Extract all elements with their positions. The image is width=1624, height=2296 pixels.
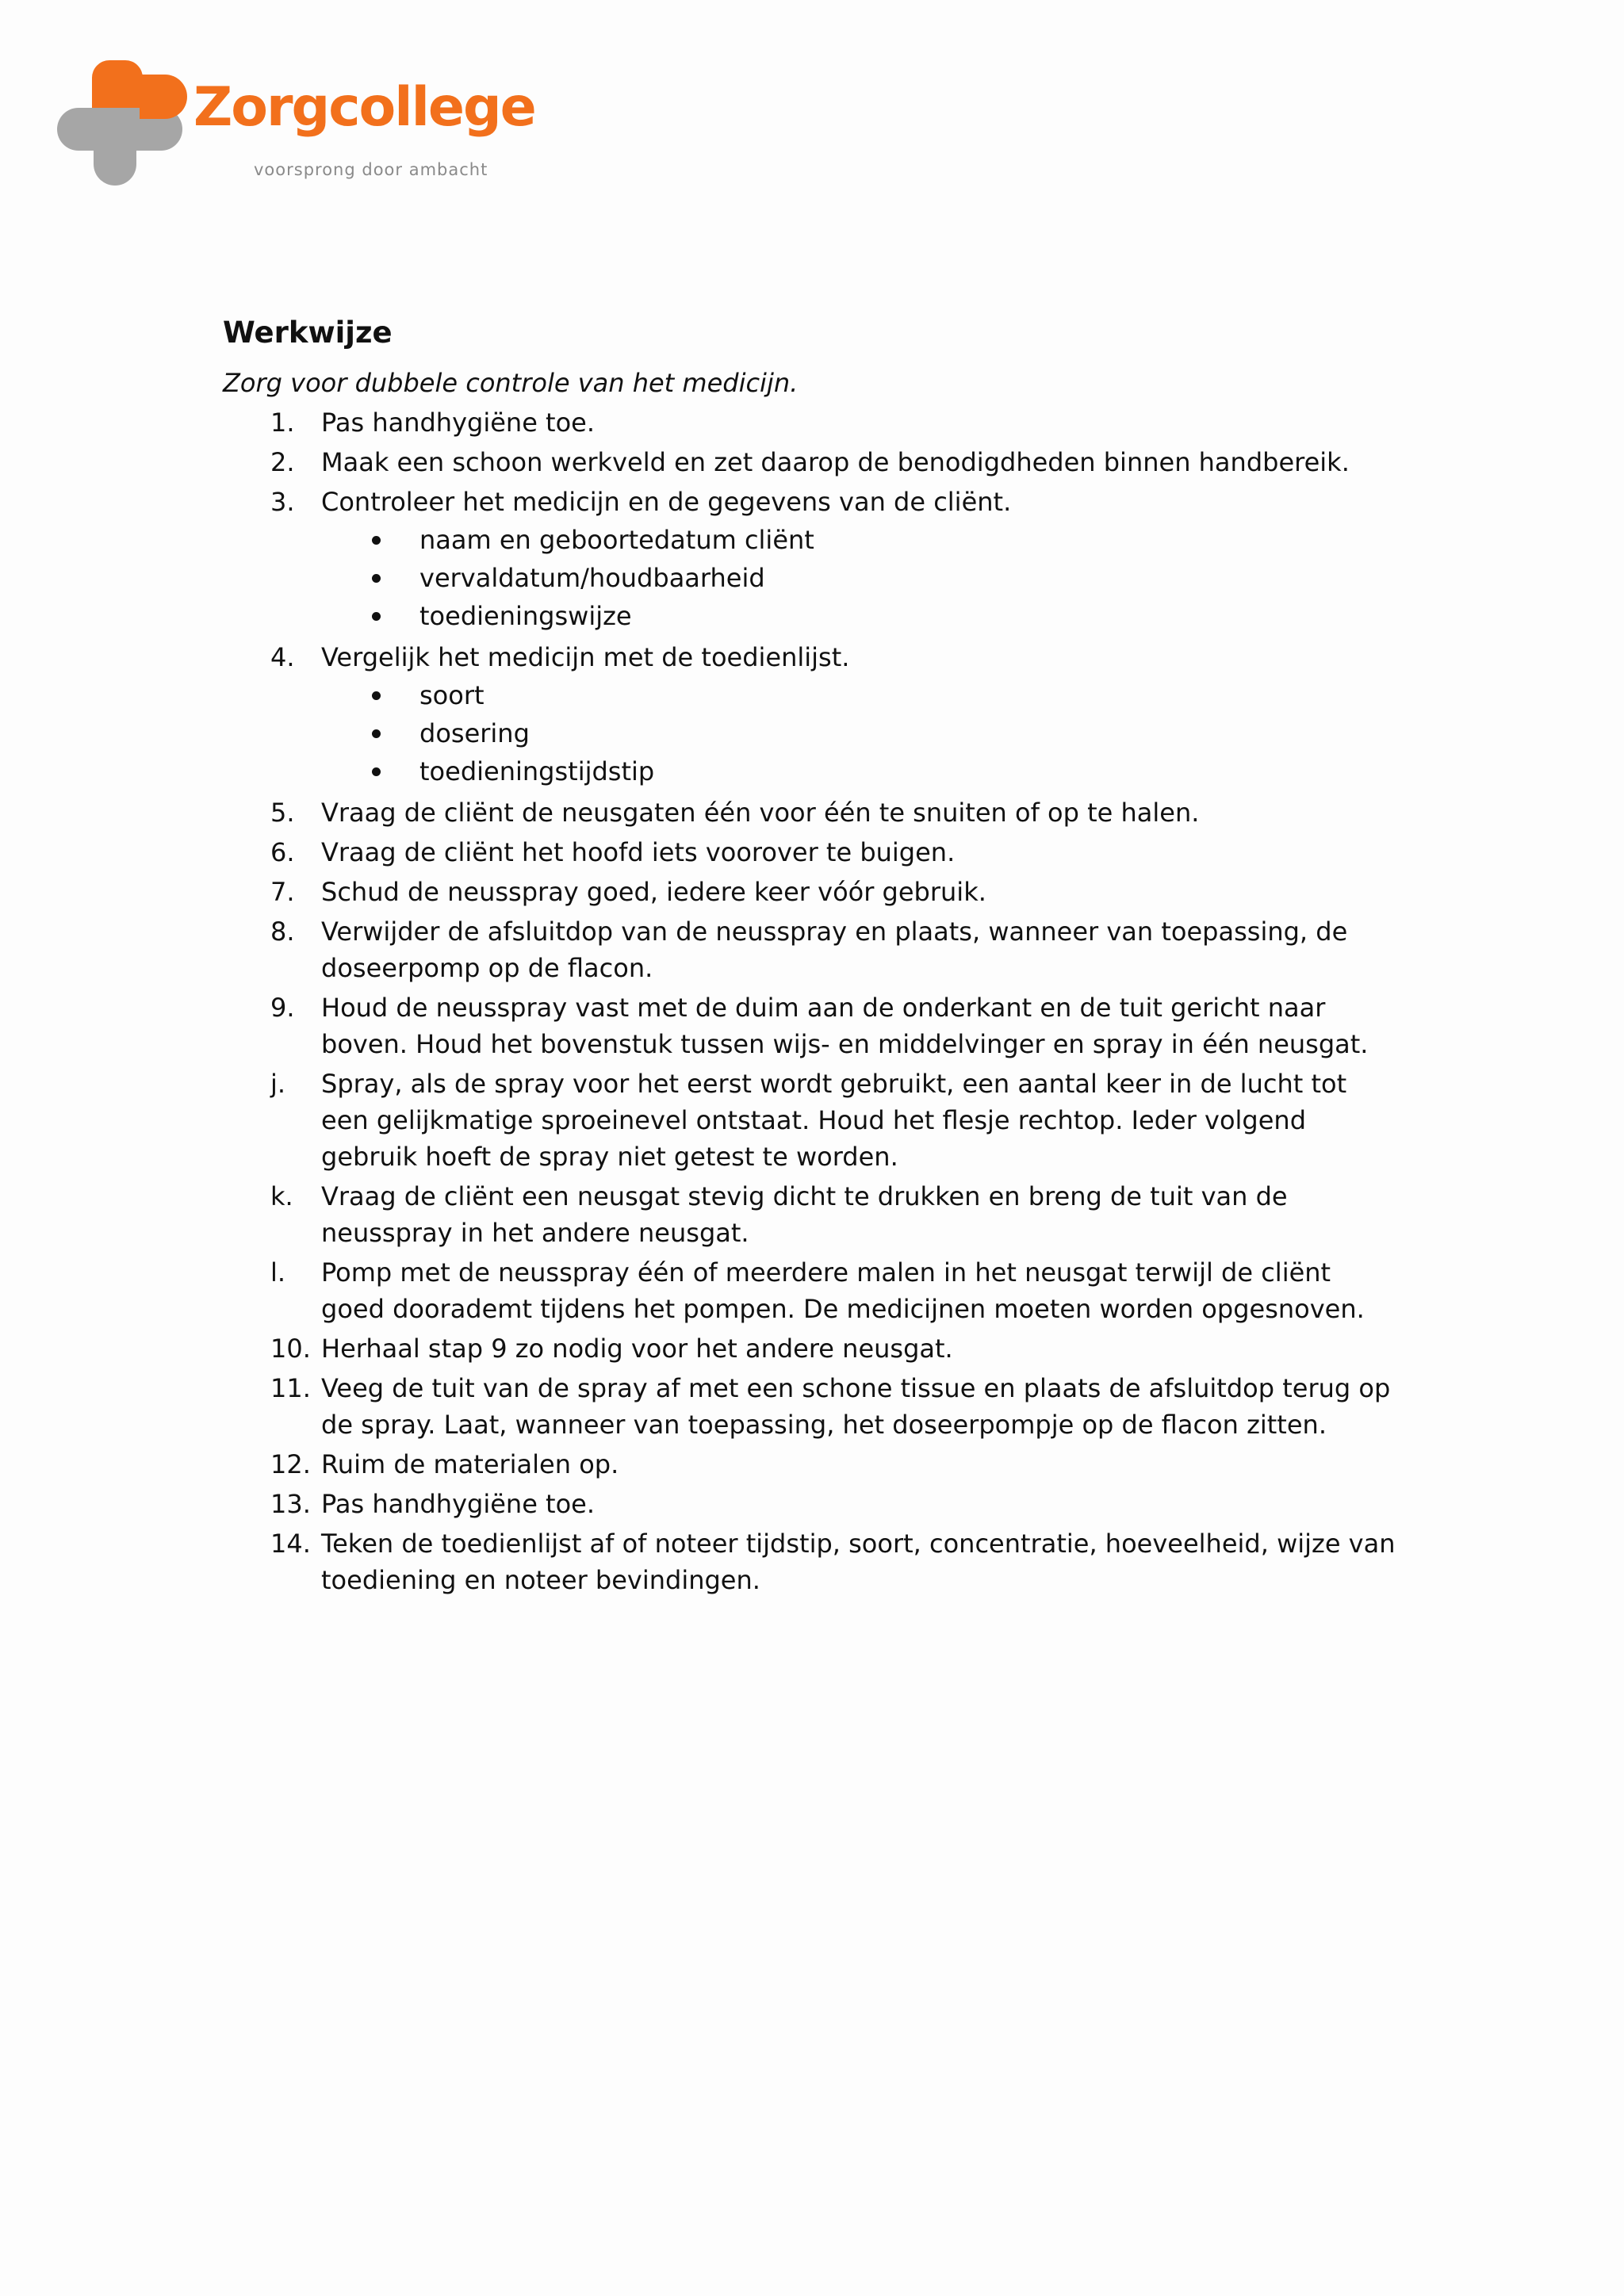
step-number: 9. bbox=[270, 993, 295, 1023]
step-text: Controleer het medicijn en de gegevens van de cliënt. bbox=[321, 487, 1012, 517]
sub-item-text: soort bbox=[419, 680, 485, 710]
step-item bbox=[223, 484, 1396, 636]
document-body bbox=[223, 311, 1396, 1601]
step-item bbox=[223, 1178, 1396, 1251]
bullet-icon bbox=[372, 612, 381, 621]
step-text: Veeg de tuit van de spray af met een schone tissue en plaats de afsluitdop terug op de spray. Laat, wanneer van toepassing, het doseerpompje op de flacon zitten. bbox=[321, 1373, 1391, 1440]
step-text: Schud de neusspray goed, iedere keer vóór gebruik. bbox=[321, 877, 986, 907]
sub-item bbox=[321, 560, 1396, 598]
steps-list bbox=[223, 404, 1396, 1598]
brand-name: Zorgcollege bbox=[193, 76, 535, 139]
step-text: Houd de neusspray vast met de duim aan de onderkant en de tuit gericht naar boven. Houd het bovenstuk tussen wijs- en middelvinger en spray in één neusgat. bbox=[321, 993, 1369, 1059]
sub-item-text: toedieningstijdstip bbox=[419, 756, 655, 786]
step-number: 12. bbox=[270, 1449, 311, 1479]
step-number: 2. bbox=[270, 447, 295, 477]
step-number: 13. bbox=[270, 1489, 311, 1519]
step-item bbox=[223, 874, 1396, 910]
step-number: k. bbox=[270, 1181, 293, 1211]
section-heading: Werkwijze bbox=[223, 316, 393, 350]
step-text: Pas handhygiëne toe. bbox=[321, 408, 596, 438]
step-item bbox=[223, 1254, 1396, 1327]
intro-text: Zorg voor dubbele controle van het medicijn. bbox=[223, 368, 799, 398]
step-number: 5. bbox=[270, 798, 295, 828]
step-item bbox=[223, 1066, 1396, 1175]
step-number: 11. bbox=[270, 1373, 311, 1403]
bullet-icon bbox=[372, 536, 381, 545]
bullet-icon bbox=[372, 574, 381, 583]
step-text: Verwijder de afsluitdop van de neusspray en plaats, wanneer van toepassing, de doseerpomp op de flacon. bbox=[321, 916, 1348, 983]
step-text: Vraag de cliënt een neusgat stevig dicht te drukken en breng de tuit van de neusspray in het andere neusgat. bbox=[321, 1181, 1288, 1248]
step-text: Vergelijk het medicijn met de toedienlijst. bbox=[321, 642, 850, 672]
step-item bbox=[223, 794, 1396, 831]
step-item bbox=[223, 444, 1396, 480]
sub-item bbox=[321, 677, 1396, 715]
brand-tagline: voorsprong door ambacht bbox=[254, 160, 488, 179]
step-text: Vraag de cliënt de neusgaten één voor één te snuiten of op te halen. bbox=[321, 798, 1200, 828]
step-text: Maak een schoon werkveld en zet daarop de benodigdheden binnen handbereik. bbox=[321, 447, 1350, 477]
step-item bbox=[223, 1446, 1396, 1483]
sub-item bbox=[321, 598, 1396, 636]
step-number: 8. bbox=[270, 916, 295, 947]
sub-item bbox=[321, 715, 1396, 753]
step-item bbox=[223, 1525, 1396, 1598]
step-number: 7. bbox=[270, 877, 295, 907]
step-text: Pomp met de neusspray één of meerdere malen in het neusgat terwijl de cliënt goed doorademt tijdens het pompen. De medicijnen moeten worden opgesnoven. bbox=[321, 1257, 1365, 1324]
step-text: Pas handhygiëne toe. bbox=[321, 1489, 596, 1519]
step-item bbox=[223, 1370, 1396, 1443]
step-text: Ruim de materialen op. bbox=[321, 1449, 619, 1479]
step-text: Herhaal stap 9 zo nodig voor het andere neusgat. bbox=[321, 1334, 953, 1364]
step-item bbox=[223, 404, 1396, 441]
step-number: l. bbox=[270, 1257, 286, 1288]
bullet-icon bbox=[372, 691, 381, 700]
sub-item-text: vervaldatum/houdbaarheid bbox=[419, 563, 765, 593]
cross-logo-icon bbox=[57, 57, 192, 192]
sub-item-text: naam en geboortedatum cliënt bbox=[419, 525, 814, 555]
step-number: 6. bbox=[270, 837, 295, 867]
bullet-icon bbox=[372, 767, 381, 776]
step-number: 1. bbox=[270, 408, 295, 438]
step-item bbox=[223, 989, 1396, 1062]
step-number: j. bbox=[270, 1069, 286, 1099]
step-number: 3. bbox=[270, 487, 295, 517]
sub-list bbox=[321, 677, 1396, 791]
bullet-icon bbox=[372, 729, 381, 738]
step-item bbox=[223, 1330, 1396, 1367]
step-number: 4. bbox=[270, 642, 295, 672]
sub-item bbox=[321, 522, 1396, 560]
sub-item-text: toedieningswijze bbox=[419, 601, 632, 631]
step-item bbox=[223, 639, 1396, 791]
step-item bbox=[223, 1486, 1396, 1522]
zorgcollege-logo bbox=[57, 57, 535, 192]
step-item bbox=[223, 913, 1396, 986]
step-text: Teken de toedienlijst af of noteer tijdstip, soort, concentratie, hoeveelheid, wijze van toediening en noteer bevindingen. bbox=[321, 1529, 1396, 1595]
sub-item bbox=[321, 753, 1396, 791]
step-text: Vraag de cliënt het hoofd iets voorover te buigen. bbox=[321, 837, 956, 867]
step-text: Spray, als de spray voor het eerst wordt gebruikt, een aantal keer in de lucht tot een gelijkmatige sproeinevel ontstaat. Houd het flesje rechtop. Ieder volgend gebruik hoeft de spray niet getest te worden. bbox=[321, 1069, 1347, 1172]
sub-list bbox=[321, 522, 1396, 636]
step-number: 10. bbox=[270, 1334, 311, 1364]
sub-item-text: dosering bbox=[419, 718, 530, 748]
step-number: 14. bbox=[270, 1529, 311, 1559]
step-item bbox=[223, 834, 1396, 871]
